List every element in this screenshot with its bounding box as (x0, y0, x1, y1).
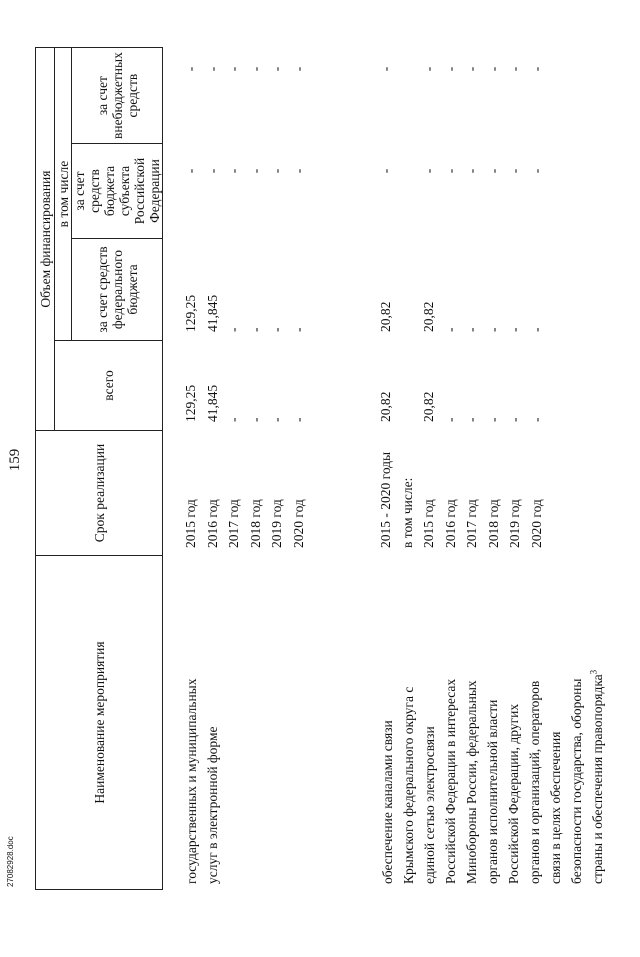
term-cell: 2019 год (269, 499, 284, 548)
total-cell: - (464, 417, 479, 422)
regional-cell: - (226, 168, 241, 174)
term-cell: 2015 год (183, 499, 198, 548)
regional-cell: - (183, 168, 198, 174)
term-cell: 2016 год (204, 499, 220, 548)
federal-cell: - (464, 327, 479, 332)
federal-cell: - (226, 327, 241, 332)
total-cell: - (269, 417, 284, 422)
measure-2-line: связи в целях обеспечения (548, 731, 563, 884)
federal-cell: 129,25 (183, 294, 198, 332)
federal-cell: - (507, 327, 522, 332)
header-extrabudget: за счет внебюджетных средств (72, 48, 163, 144)
regional-cell: - (464, 168, 479, 174)
term-cell: 2020 год (528, 499, 544, 548)
measure-2-line: Минобороны России, федеральных (464, 680, 479, 884)
measure-2-line: обеспечение каналами связи (380, 720, 395, 884)
extrabudget-cell: - (290, 66, 306, 72)
regional-cell: - (269, 168, 284, 174)
extrabudget-cell: - (442, 66, 458, 72)
extrabudget-cell: - (269, 66, 284, 72)
term-cell: в том числе: (399, 477, 415, 548)
measure-2-line (587, 552, 608, 884)
table-row (266, 15, 288, 890)
federal-cell: - (269, 327, 284, 332)
table-row (288, 15, 310, 890)
federal-cell: 41,845 (204, 294, 220, 332)
table-row (483, 15, 505, 890)
table-row (461, 15, 483, 890)
header-total: всего (55, 341, 163, 431)
federal-cell: - (442, 327, 458, 332)
term-cell: 2017 год (226, 499, 241, 548)
header-including: в том числе (55, 48, 72, 341)
header-federal: за счет средств федерального бюджета (72, 239, 163, 341)
regional-cell: - (378, 168, 393, 174)
measure-2-line-last: страны и обеспечения правопорядка (590, 674, 605, 884)
extrabudget-cell: - (421, 66, 436, 72)
extrabudget-cell: - (507, 66, 522, 72)
footnote-mark: 3 (588, 669, 599, 675)
federal-cell: - (528, 327, 544, 332)
extrabudget-cell: - (204, 66, 220, 72)
measure-2-line: Российской Федерации, других (506, 703, 521, 884)
header-regional: за счет средств бюджета субъекта Российской Федерации (72, 144, 163, 239)
measure-2-line: Крымского федерального округа с (401, 686, 416, 884)
total-cell: - (485, 417, 501, 422)
measure-2-line: безопасности государства, обороны (569, 678, 584, 884)
total-cell: 20,82 (378, 391, 393, 422)
header-name: Наименование мероприятия (36, 556, 163, 890)
table-row (526, 15, 548, 890)
header-term: Срок реализации (36, 431, 163, 556)
table-row (440, 15, 462, 890)
table-row (504, 15, 526, 890)
term-cell: 2018 год (247, 499, 263, 548)
regional-cell: - (204, 168, 220, 174)
term-cell: 2015 - 2020 годы (378, 451, 393, 548)
table-row (397, 15, 419, 890)
term-cell: 2018 год (485, 499, 501, 548)
table-row (223, 15, 245, 890)
extrabudget-cell: - (226, 66, 241, 72)
extrabudget-cell: - (378, 66, 393, 72)
total-cell: - (247, 417, 263, 422)
table-row (245, 15, 267, 890)
footer-code (4, 836, 20, 957)
total-cell: 129,25 (183, 384, 198, 422)
table-row (418, 15, 440, 890)
total-cell: - (507, 417, 522, 422)
regional-cell: - (421, 168, 436, 174)
total-cell: 20,82 (421, 391, 436, 422)
federal-cell: - (247, 327, 263, 332)
measure-2-line: единой сетью электросвязи (422, 726, 437, 884)
table-row (202, 15, 224, 890)
page-number: 159 (7, 448, 23, 472)
federal-cell: - (485, 327, 501, 332)
term-cell: 2020 год (290, 499, 306, 548)
federal-cell: 20,82 (378, 301, 393, 332)
extrabudget-cell: - (247, 66, 263, 72)
total-cell: - (290, 417, 306, 422)
extrabudget-cell: - (485, 66, 501, 72)
regional-cell: - (485, 168, 501, 174)
regional-cell: - (290, 168, 306, 174)
regional-cell: - (528, 168, 544, 174)
total-cell: - (226, 417, 241, 422)
federal-cell: - (290, 327, 306, 332)
measure-1-line: услуг в электронной форме (205, 726, 220, 884)
measure-2-line: органов и организаций, операторов (527, 680, 542, 884)
term-cell: 2019 год (507, 499, 522, 548)
regional-cell: - (442, 168, 458, 174)
term-cell: 2016 год (442, 499, 458, 548)
measure-2-line: Российской Федерации в интересах (443, 678, 458, 884)
extrabudget-cell: - (183, 66, 198, 72)
total-cell: - (528, 417, 544, 422)
regional-cell: - (247, 168, 263, 174)
total-cell: 41,845 (204, 384, 220, 422)
federal-cell: 20,82 (421, 301, 436, 332)
measure-2-line: органов исполнительной власти (485, 699, 500, 884)
table-row (180, 15, 202, 890)
total-cell: - (442, 417, 458, 422)
regional-cell: - (507, 168, 522, 174)
extrabudget-cell: - (528, 66, 544, 72)
table-row (375, 15, 397, 890)
table-header (35, 47, 163, 890)
header-financing: Объем финансирования (36, 48, 55, 431)
footer-code-text: 27082928.doc (6, 836, 15, 887)
term-cell: 2017 год (464, 499, 479, 548)
measure-1-line: государственных и муниципальных (184, 678, 199, 884)
extrabudget-cell: - (464, 66, 479, 72)
term-cell: 2015 год (421, 499, 436, 548)
